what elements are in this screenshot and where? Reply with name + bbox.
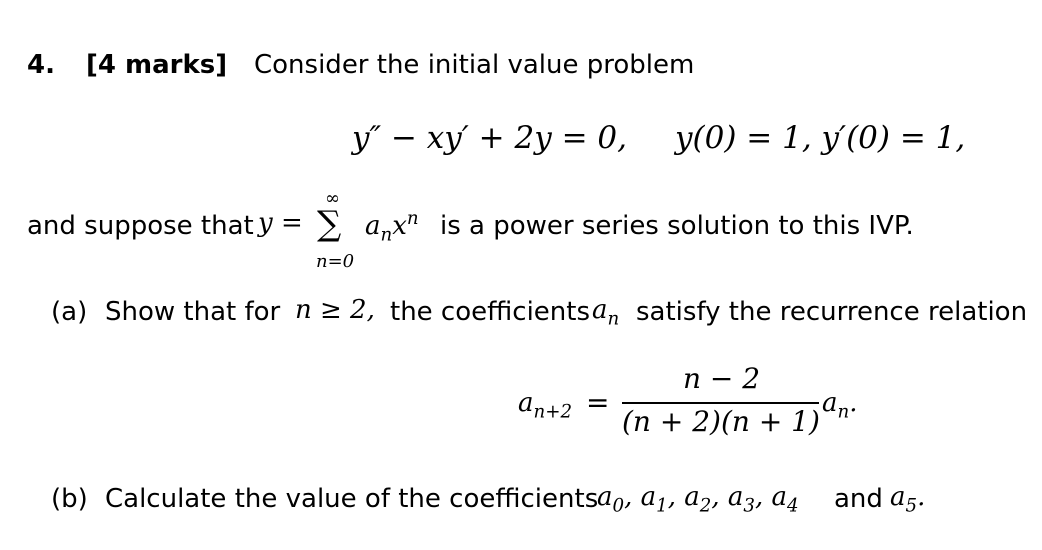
term-x-power: n: [406, 208, 419, 229]
coefficient-subscript: n: [607, 308, 620, 330]
rhs-period: .: [849, 388, 858, 418]
part-a-text-1: Show that for: [105, 297, 281, 327]
term-a-subscript: n: [380, 224, 393, 246]
fraction-numerator: n − 2: [683, 362, 761, 395]
recurrence-equals: =: [586, 386, 610, 419]
part-b-text: Calculate the value of the coefficients: [105, 484, 599, 514]
coefficient-an: [592, 295, 619, 329]
part-a-text-3: satisfy the recurrence relation: [636, 297, 1028, 327]
term-a: a: [365, 211, 381, 241]
coefficient-a5: $a_5$.: [890, 482, 926, 517]
sum-sign: ∑: [317, 204, 342, 244]
rhs-subscript: n: [837, 401, 850, 423]
rhs-a: a: [822, 388, 838, 418]
part-b-and: and: [834, 484, 883, 514]
problem-number: 4.: [27, 50, 55, 80]
series-prefix: and suppose that: [27, 211, 254, 241]
series-y-equals: y =: [258, 208, 303, 238]
fraction-bar: [622, 402, 819, 404]
ode-equation: y″ − xy′ + 2y = 0,: [352, 120, 627, 156]
lhs-subscript: n+2: [533, 401, 573, 423]
coefficient-a0: $a_0$,: [597, 482, 633, 517]
part-a-label: (a): [51, 297, 88, 327]
part-a-text-2: the coefficients: [390, 297, 591, 327]
coefficient-list: [597, 482, 799, 516]
problem-intro: Consider the initial value problem: [254, 50, 695, 80]
part-b-label: (b): [51, 484, 88, 514]
part-a-condition: n ≥ 2,: [295, 295, 375, 325]
initial-conditions: y(0) = 1, y′(0) = 1,: [675, 120, 966, 156]
sum-lower-limit: n=0: [316, 251, 355, 272]
lhs-a: a: [518, 388, 534, 418]
recurrence-lhs: [518, 388, 572, 422]
coefficient-a: a: [592, 295, 608, 325]
coefficient-a3: $a_3$,: [727, 482, 764, 517]
term-x: x: [392, 211, 407, 241]
series-suffix: is a power series solution to this IVP.: [440, 211, 914, 241]
recurrence-rhs: [822, 388, 858, 422]
series-term: [365, 208, 419, 245]
marks-label: [4 marks]: [86, 50, 228, 80]
sum-upper-limit: ∞: [325, 188, 340, 209]
coefficient-a4: $a_4$: [771, 482, 799, 517]
coefficient-a1: $a_1$,: [640, 482, 676, 517]
coefficient-a2: $a_2$,: [684, 482, 720, 517]
fraction-denominator: (n + 2)(n + 1): [622, 405, 820, 438]
